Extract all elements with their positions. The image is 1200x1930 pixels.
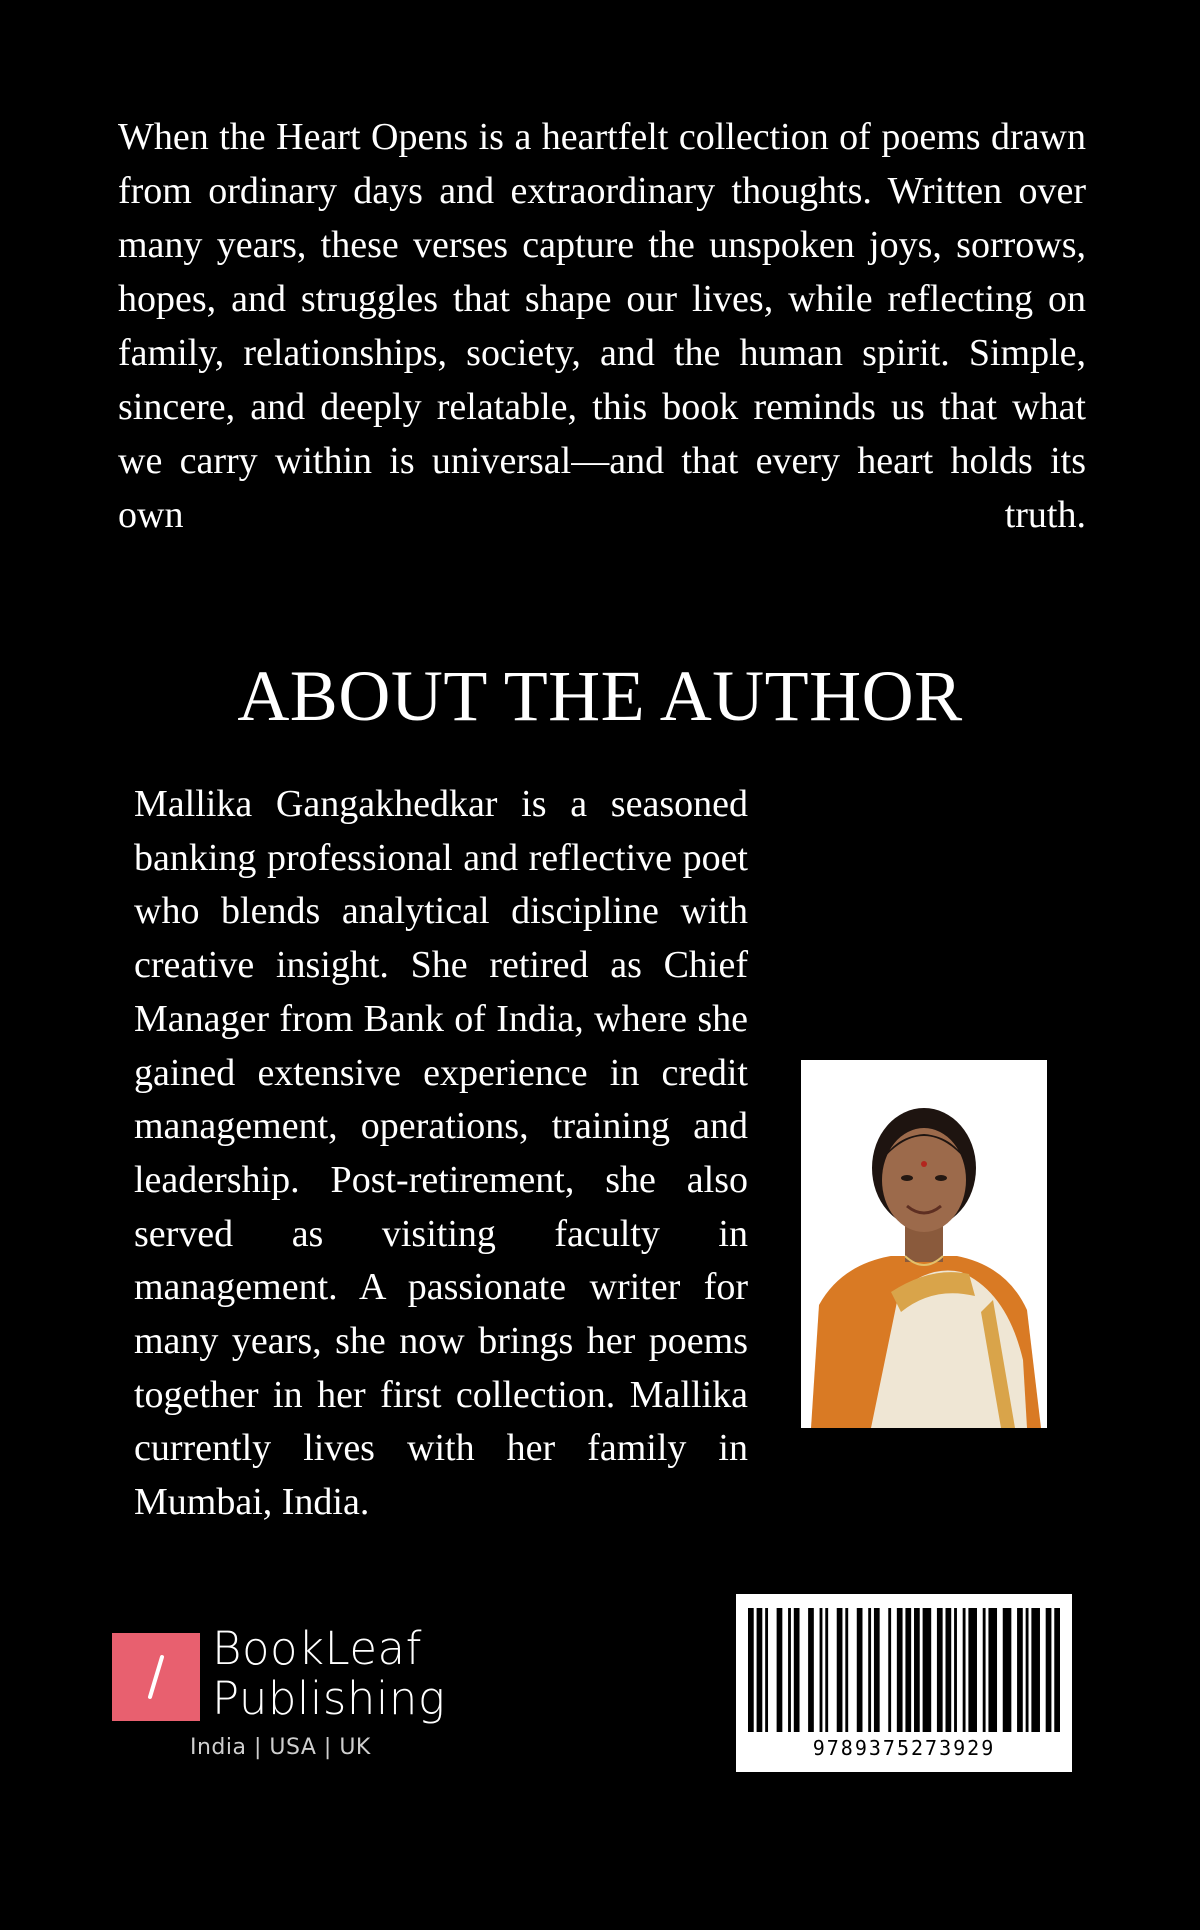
isbn-barcode	[736, 1594, 1072, 1772]
barcode-bar	[1031, 1608, 1040, 1732]
barcode-bar	[946, 1608, 952, 1732]
barcode-bar	[1026, 1608, 1029, 1732]
barcode-bar	[777, 1608, 783, 1732]
barcode-bar	[868, 1608, 871, 1732]
barcode-bar	[788, 1608, 791, 1732]
barcode-bar	[1003, 1608, 1012, 1732]
barcode-bar	[808, 1608, 814, 1732]
barcode-bar	[794, 1608, 800, 1732]
publisher-regions: India | USA | UK	[190, 1735, 371, 1760]
author-bio: Mallika Gangakhedkar is a seasoned banking professional and reflective poet who blends analytical discipline with creative insight. She retired as Chief Manager from Bank of India, where she gained extensive experience in credit management, operations, training and leadership. Post-retirement, she also served as visiting faculty in management. A passionate writer for many years, she now brings her poems together in her first collection. Mallika currently lives with her family in Mumbai, India.	[134, 783, 748, 1524]
barcode-bar	[1054, 1608, 1060, 1732]
publisher-name	[212, 1624, 445, 1724]
barcode-bar	[983, 1608, 986, 1732]
barcode-bar	[888, 1608, 891, 1732]
barcode-bar	[874, 1608, 880, 1732]
barcode-bar	[937, 1608, 943, 1732]
publisher-name-line1: BookLeaf	[212, 1622, 422, 1675]
about-author-heading: ABOUT THE AUTHOR	[237, 656, 963, 736]
barcode-bar	[988, 1608, 997, 1732]
publisher-logo	[112, 1622, 472, 1770]
barcode-bar	[820, 1608, 823, 1732]
barcode-bar	[963, 1608, 966, 1732]
barcode-bar	[905, 1608, 911, 1732]
author-photo	[801, 1060, 1047, 1428]
barcode-bar	[825, 1608, 828, 1732]
barcode-bar	[954, 1608, 957, 1732]
book-blurb: When the Heart Opens is a heartfelt collection of poems drawn from ordinary days and extraordinary thoughts. Written over many years, these verses capture the unspoken joys, sorrows, hopes, and struggles that shape our lives, while reflecting on family, relationships, society, and the human spirit. Simple, sincere, and deeply relatable, this book reminds us that what we carry within is universal—and that every heart holds its own truth.	[118, 116, 1086, 536]
barcode-bar	[897, 1608, 903, 1732]
isbn-number: 9789375273929	[812, 1736, 996, 1760]
barcode-bar	[837, 1608, 843, 1732]
publisher-name-line2: Publishing	[212, 1672, 446, 1725]
slash-logo-icon	[112, 1633, 200, 1721]
barcode-bar	[968, 1608, 977, 1732]
barcode-bar	[748, 1608, 754, 1732]
barcode-bar	[1017, 1608, 1023, 1732]
barcode-bar	[1046, 1608, 1052, 1732]
barcode-bar	[857, 1608, 863, 1732]
barcode-bars	[748, 1608, 1060, 1732]
barcode-bar	[914, 1608, 920, 1732]
barcode-bar	[845, 1608, 848, 1732]
barcode-bar	[923, 1608, 932, 1732]
barcode-bar	[765, 1608, 768, 1732]
barcode-bar	[757, 1608, 763, 1732]
